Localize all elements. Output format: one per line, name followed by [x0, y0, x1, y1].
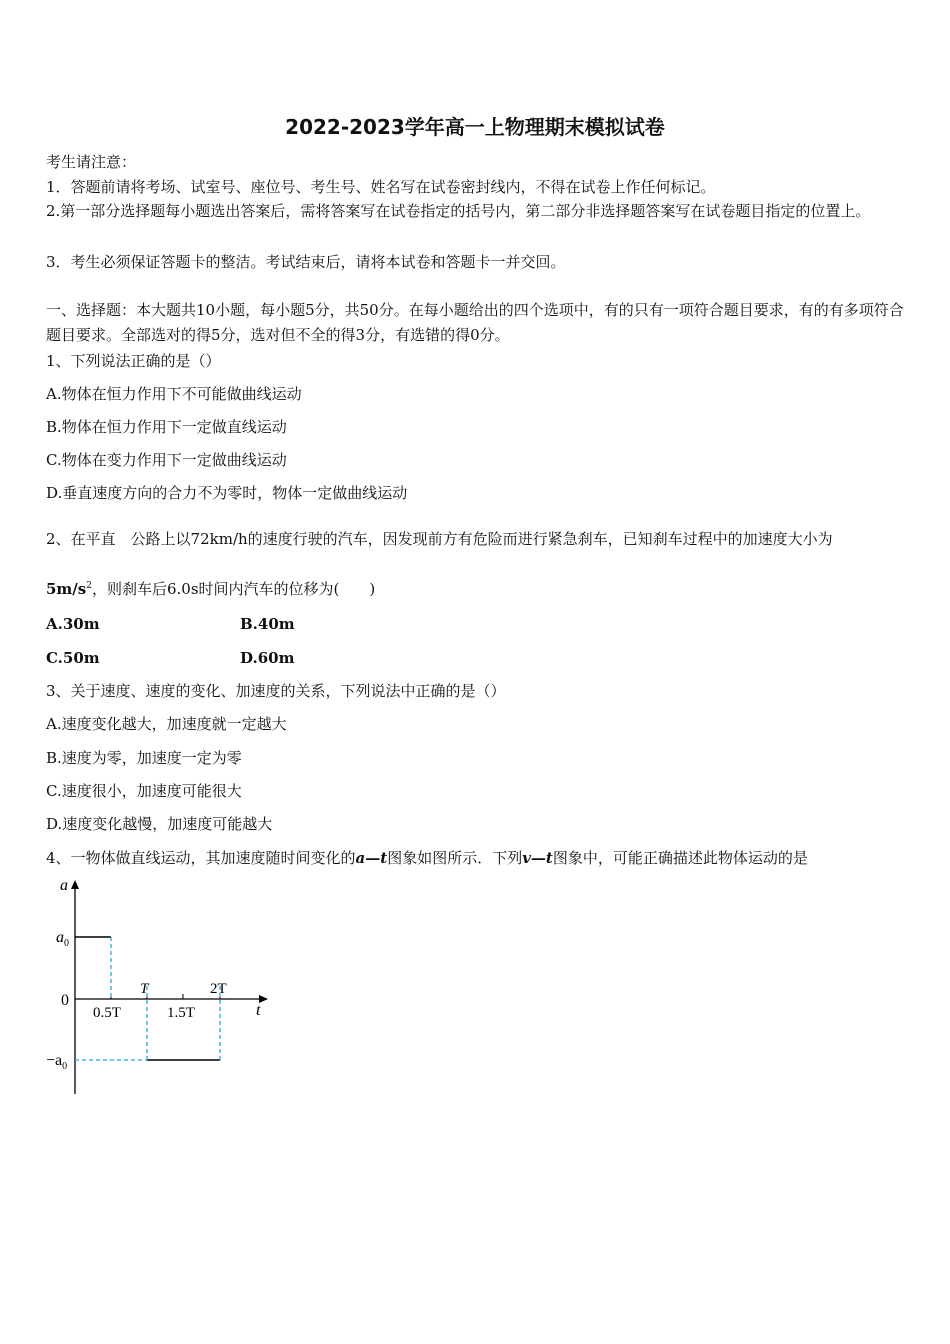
q2-stem-rest: ，则刹车后6.0s时间内汽车的位移为( ) — [91, 580, 376, 598]
q1-option-d: D.垂直速度方向的合力不为零时，物体一定做曲线运动 — [46, 484, 408, 502]
section-instructions: 一、选择题：本大题共10小题，每小题5分，共50分。在每小题给出的四个选项中，有的只有一项符合题目要求，有的有多项符合题目要求。全部选对的得5分，选对但不全的得3分，有选错的得0分。 — [46, 301, 904, 344]
page-title: 2022-2023学年高一上物理期末模拟试卷 — [285, 115, 665, 139]
q2-stem-line2 — [46, 579, 375, 599]
q2-option-c: C.50m — [46, 649, 100, 667]
notice-heading: 考生请注意： — [46, 153, 137, 171]
q2-accel-value: 5m/s — [46, 580, 87, 598]
q2-accel-exponent: 2 — [86, 581, 92, 591]
acceleration-time-graph — [40, 872, 280, 1102]
q2-option-b: B.40m — [240, 615, 295, 633]
q3-option-b: B.速度为零，加速度一定为零 — [46, 749, 242, 767]
notice-item-2: 2.第一部分选择题每小题选出答案后，需将答案写在试卷指定的括号内，第二部分非选择题答案写在试卷题目指定的位置上。 — [46, 202, 871, 220]
q1-stem: 1、下列说法正确的是（） — [46, 352, 221, 370]
tick-label-15T: 1.5T — [167, 1005, 195, 1021]
q4-stem — [46, 848, 808, 868]
q3-option-c: C.速度很小，加速度可能很大 — [46, 782, 242, 800]
a0-label: $a_0$ — [56, 929, 69, 949]
q3-option-d: D.速度变化越慢，加速度可能越大 — [46, 815, 273, 833]
q2-stem-line1: 2、在平直 公路上以72km/h的速度行驶的汽车，因发现前方有危险而进行紧急刹车，已知刹车过程中的加速度大小为 — [46, 530, 833, 548]
q2-option-d: D.60m — [240, 649, 295, 667]
tick-label-05T: 0.5T — [93, 1005, 121, 1021]
q3-stem: 3、关于速度、速度的变化、加速度的关系，下列说法中正确的是（） — [46, 682, 506, 700]
y-axis-label: a — [60, 877, 68, 894]
y-axis-arrow — [71, 880, 79, 889]
origin-label: 0 — [61, 992, 69, 1009]
q3-option-a: A.速度变化越大，加速度就一定越大 — [46, 715, 287, 733]
q4-stem-part3: 图象中，可能正确描述此物体运动的是 — [552, 849, 808, 867]
q2-option-a: A.30m — [46, 615, 100, 633]
q4-at-label: a—t — [355, 849, 388, 867]
q1-option-b: B.物体在恒力作用下一定做直线运动 — [46, 418, 287, 436]
q4-stem-part2: 图象如图所示．下列 — [387, 849, 523, 867]
tick-label-2T: 2T — [210, 981, 227, 997]
q1-option-c: C.物体在变力作用下一定做曲线运动 — [46, 451, 287, 469]
notice-item-3: 3．考生必须保证答题卡的整洁。考试结束后，请将本试卷和答题卡一并交回。 — [46, 253, 566, 271]
q4-vt-label: v—t — [522, 849, 553, 867]
x-axis-label: t — [256, 1002, 261, 1019]
notice-item-1: 1．答题前请将考场、试室号、座位号、考生号、姓名写在试卷密封线内，不得在试卷上作任何标记。 — [46, 178, 716, 196]
tick-label-T: T — [140, 981, 149, 997]
q1-option-a: A.物体在恒力作用下不可能做曲线运动 — [46, 385, 302, 403]
neg-a0-label: $-a_0$ — [46, 1052, 68, 1072]
q4-stem-part1: 4、一物体做直线运动，其加速度随时间变化的 — [46, 849, 356, 867]
